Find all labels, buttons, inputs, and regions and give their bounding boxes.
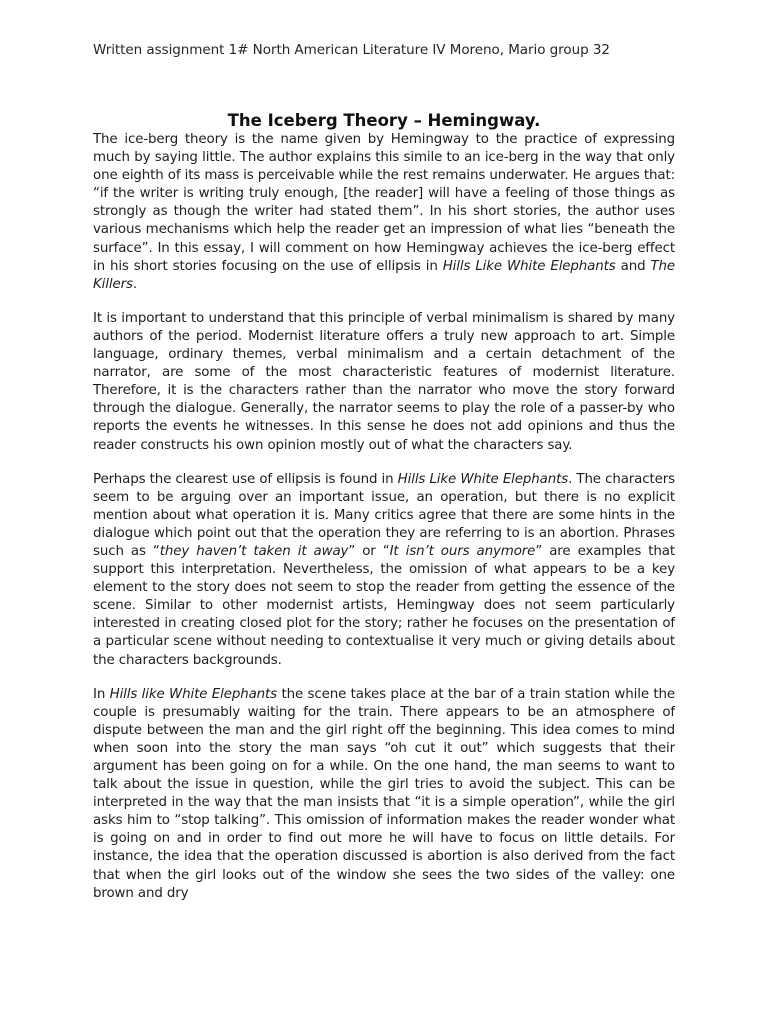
- paragraph-3: [93, 471, 675, 670]
- work-title-hills: Hills Like White Elephants: [442, 258, 616, 274]
- paragraph-3-text-g: ” are examples that support this interpretation. Nevertheless, the omission of what appears to be a key element to the story does not seem to stop the reader from getting the essence of the scene. Similar to other modernist artists, Hemingway does not seem particularly interested in creating closed plot for the story; rather he focuses on the presentation of a particular scene without needing to contextualise it very much or giving details about the characters backgrounds.: [93, 543, 676, 668]
- quote-phrase: It isn’t ours anymore: [389, 543, 536, 559]
- paragraph-2: It is important to understand that this principle of verbal minimalism is shared by many authors of the period. Modernist literature offers a truly new approach to art. Simple language, ordinary themes, verbal minimalism and a certain detachment of the narrator, are some of the most characteristic features of modernist literature. Therefore, it is the characters rather than the narrator who move the story forward through the dialogue. Generally, the narrator seems to play the role of a passer-by who reports the events he witnesses. In this sense he does not add opinions and thus the reader constructs his own opinion mostly out of what the characters say.: [93, 310, 675, 453]
- paragraph-4-text-a: In: [93, 686, 110, 702]
- paragraph-1: [93, 131, 675, 294]
- work-title-killers: The Killers: [93, 258, 676, 292]
- paragraph-4: [93, 686, 675, 904]
- quote-phrase: they haven’t taken it away: [159, 543, 349, 559]
- paragraph-3-text-c: . The characters seem to be arguing over an important issue, an operation, but there is no explicit mention about what operation it is. Many critics agree that there are some hints in the dialogue which point out that the operation they are referring to is an abortion. Phrases such as “: [93, 471, 676, 559]
- paragraph-1-text-c: and: [615, 258, 651, 274]
- paragraph-3-text-a: Perhaps the clearest use of ellipsis is found in: [93, 471, 398, 487]
- paragraph-4-text-c: the scene takes place at the bar of a train station while the couple is presumably waiting for the train. There appears to be an atmosphere of dispute between the man and the girl right off the beginning. This idea comes to mind when soon into the story the man says “oh cut it out” which suggests that their argument has been going on for a while. On the one hand, the man seems to want to talk about the issue in question, while the girl tries to avoid the subject. This can be interpreted in the way that the man insists that “it is a simple operation”, while the girl asks him to “stop talking”. This omission of information makes the reader wonder what is going on and in order to find out more he will have to focus on little details. For instance, the idea that the operation discussed is abortion is also derived from the fact that when the girl looks out of the window she sees the two sides of the valley: one brown and dry: [93, 686, 675, 901]
- essay-title: The Iceberg Theory – Hemingway.: [227, 111, 541, 130]
- work-title-hills: Hills like White Elephants: [109, 686, 278, 702]
- work-title-hills: Hills Like White Elephants: [397, 471, 569, 487]
- page-header: Written assignment 1# North American Literature IV Moreno, Mario group 32: [93, 42, 610, 58]
- paragraph-1-text-a: The ice-berg theory is the name given by Hemingway to the practice of expressing much by saying little. The author explains this simile to an ice-berg in the way that only one eighth of its mass is perceivable while the rest remains underwater. He argues that: “if the writer is writing truly enough, [the reader] will have a feeling of those things as strongly as though the writer had stated them”. In his short stories, the author uses various mechanisms which help the reader get an impression of what lies “beneath the surface”. In this essay, I will comment on how Hemingway achieves the ice-berg effect in his short stories focusing on the use of ellipsis in: [93, 132, 675, 274]
- paragraph-3-text-e: ” or “: [348, 543, 390, 559]
- paragraph-1-text-e: .: [132, 276, 137, 292]
